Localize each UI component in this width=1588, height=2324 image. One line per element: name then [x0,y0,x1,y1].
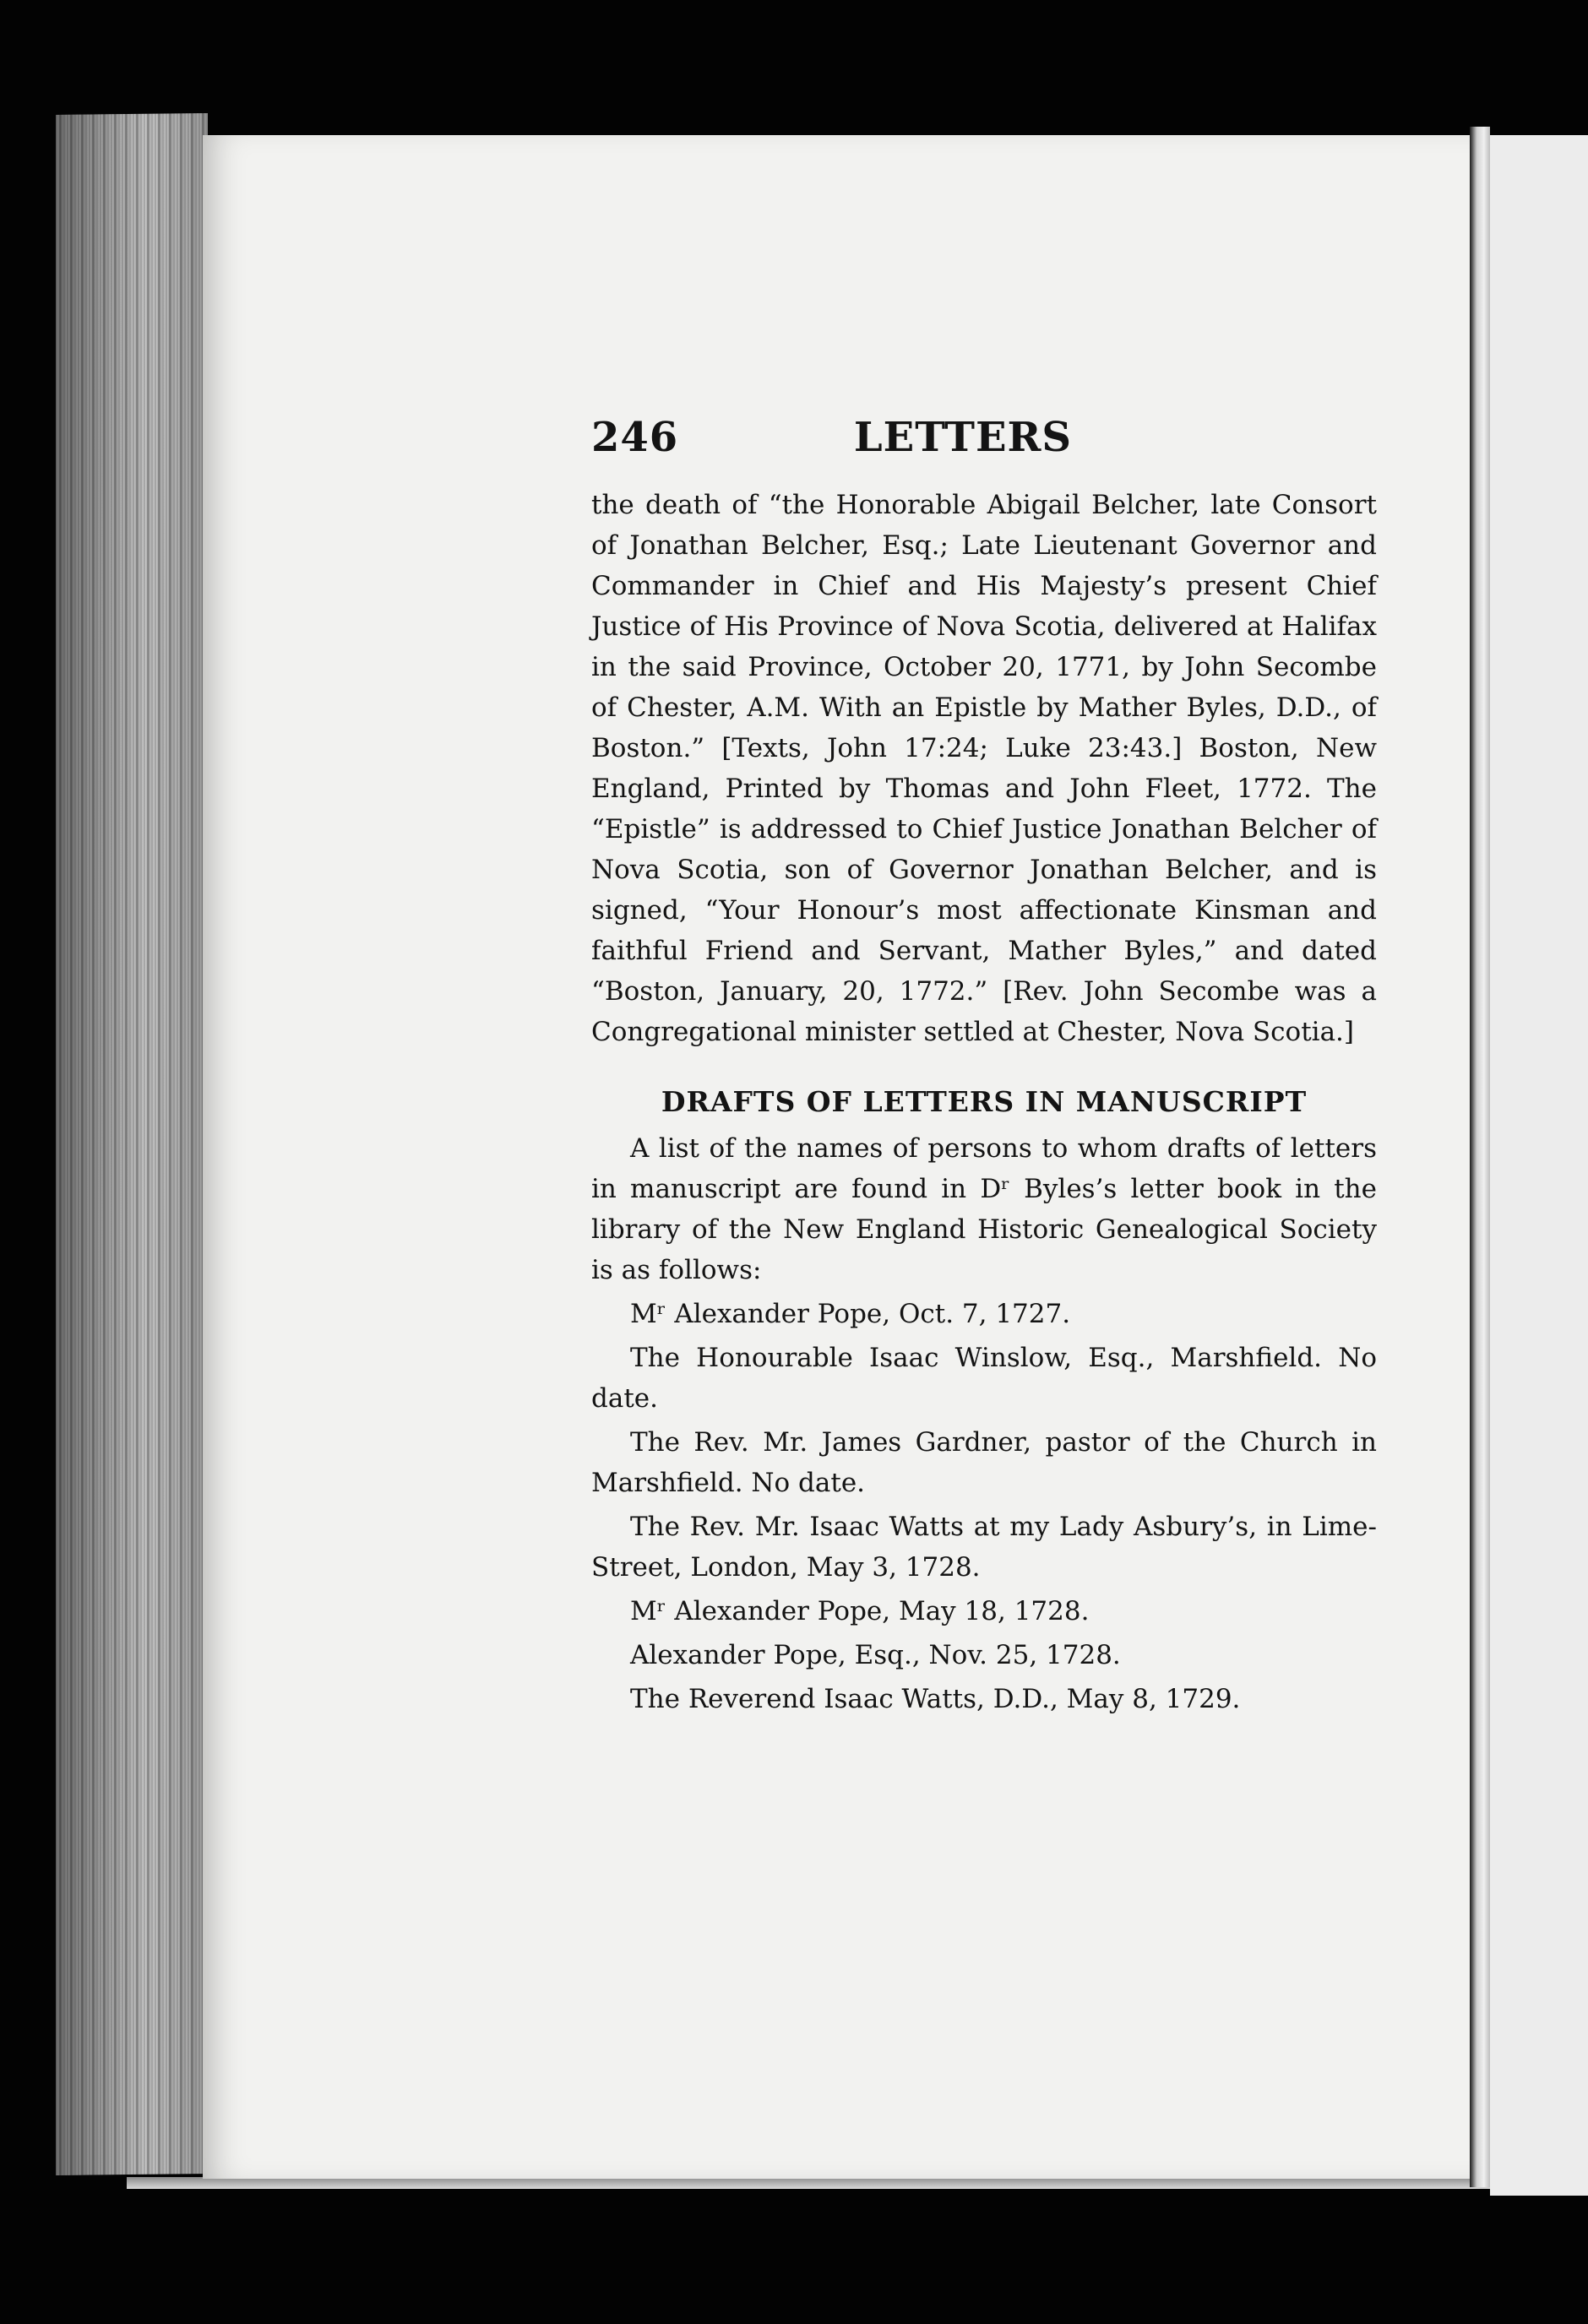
facing-page-sliver [1490,135,1588,2196]
list-item: Alexander Pope, Esq., Nov. 25, 1728. [630,1640,1121,1670]
list-item: The Reverend Isaac Watts, D.D., May 8, 1729. [630,1684,1241,1714]
page-stack-shadow [56,113,208,2175]
list-item: The Rev. Mr. James Gardner, pastor of the Church in Marshfield. No date. [591,1427,1377,1498]
body-paragraph: the death of “the Honorable Abigail Belcher, late Consort of Jonathan Belcher, Esq.; Late Lieutenant Governor and Commander in Chief and His Majesty’s present Chief Justice of His Province of Nova Scotia, delivered at Halifax in the said Province, October 20, 1771, by John Secombe of Chester, A.M. With an Epistle by Mather Byles, D.D., of Boston.” [Texts, John 17:24; Luke 23:43.] Boston, New England, Printed by Thomas and John Fleet, 1772. The “Epistle” is addressed to Chief Justice Jonathan Belcher of Nova Scotia, son of Governor Jonathan Belcher, and is signed, “Your Honour’s most affectionate Kinsman and faithful Friend and Servant, Mather Byles,” and dated “Boston, January, 20, 1772.” [Rev. John Secombe was a Congregational minister settled at Chester, Nova Scotia.] [591,490,1377,1047]
list-item: The Honourable Isaac Winslow, Esq., Marshfield. No date. [591,1343,1377,1414]
gutter-fold [1470,127,1490,2187]
page-bottom-edge [127,2177,1495,2189]
running-head: LETTERS [853,414,1073,461]
page-header [591,414,1377,473]
section-heading: DRAFTS OF LETTERS IN MANUSCRIPT [661,1085,1308,1118]
section-intro: A list of the names of persons to whom drafts of letters in manuscript are found in Dʳ Byles’s letter book in the library of the New England Historic Genealogical Society is as follows: [591,1133,1377,1285]
page-number: 246 [591,414,679,461]
list-item: The Rev. Mr. Isaac Watts at my Lady Asbury’s, in Lime-Street, London, May 3, 1728. [591,1512,1377,1583]
text-block [591,414,1377,1719]
list-item: Mʳ Alexander Pope, Oct. 7, 1727. [630,1299,1071,1329]
list-item: Mʳ Alexander Pope, May 18, 1728. [630,1596,1090,1626]
